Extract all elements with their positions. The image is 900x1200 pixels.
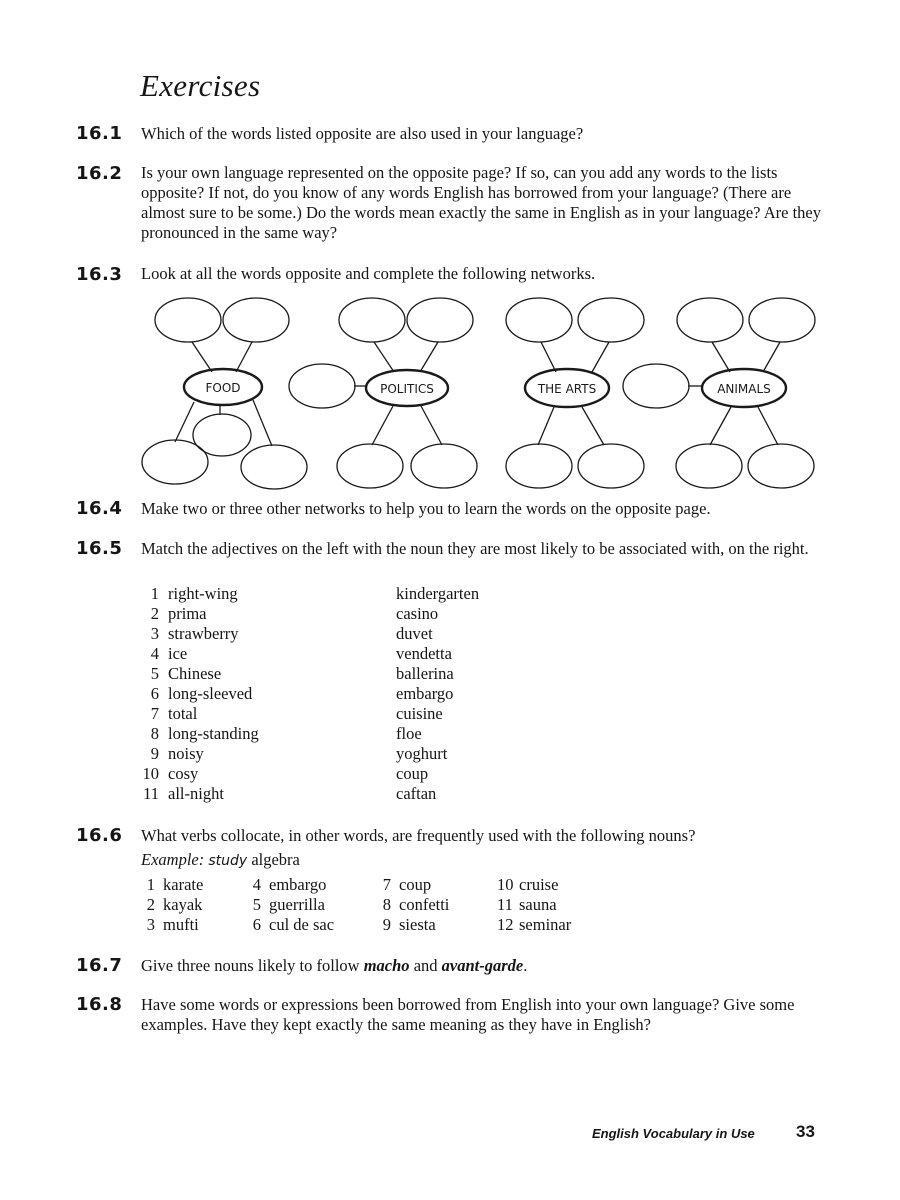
list-item xyxy=(497,895,571,915)
list-item xyxy=(497,875,571,895)
item-number: 3 xyxy=(150,624,159,643)
noun-column xyxy=(247,875,334,935)
list-item xyxy=(141,704,259,724)
adjective: right-wing xyxy=(168,584,238,603)
adjective: long-standing xyxy=(168,724,259,743)
list-item xyxy=(247,875,334,895)
item-number: 2 xyxy=(150,604,159,623)
blank-bubble[interactable] xyxy=(676,444,742,488)
noun: kayak xyxy=(163,895,203,914)
item-number: 12 xyxy=(497,915,514,934)
blank-bubble[interactable] xyxy=(623,364,689,408)
example-label: Example: xyxy=(141,850,205,869)
exercise-number: 16.3 xyxy=(76,264,123,285)
item-number: 10 xyxy=(142,764,159,783)
list-item xyxy=(141,604,259,624)
noun: yoghurt xyxy=(396,744,448,763)
example-noun: algebra xyxy=(251,850,300,869)
list-item xyxy=(141,664,259,684)
item-number: 5 xyxy=(150,664,159,683)
blank-bubble[interactable] xyxy=(677,298,743,342)
list-item xyxy=(247,895,334,915)
example-line xyxy=(141,850,300,870)
page-title: Exercises xyxy=(140,68,261,103)
noun-list xyxy=(396,584,479,804)
adjective-list xyxy=(141,584,259,804)
noun: floe xyxy=(396,724,422,743)
item-number: 7 xyxy=(382,875,391,894)
hub-label-politics: POLITICS xyxy=(380,382,434,396)
blank-bubble[interactable] xyxy=(749,298,815,342)
list-item xyxy=(141,684,259,704)
noun: caftan xyxy=(396,784,437,803)
noun: embargo xyxy=(396,684,454,703)
item-number: 7 xyxy=(150,704,159,723)
exercise-text: Make two or three other networks to help you to learn the words on the opposite page. xyxy=(141,499,711,518)
exercise-text: Which of the words listed opposite are also used in your language? xyxy=(141,124,584,143)
item-number: 9 xyxy=(382,915,391,934)
exercise-text: Look at all the words opposite and complete the following networks. xyxy=(141,264,596,283)
list-item xyxy=(141,895,203,915)
noun: coup xyxy=(399,875,432,894)
blank-bubble[interactable] xyxy=(578,444,644,488)
adjective: total xyxy=(168,704,198,723)
noun: cruise xyxy=(519,875,559,894)
list-item xyxy=(141,744,259,764)
keyword-avant-garde: avant-garde xyxy=(441,956,524,975)
list-item xyxy=(377,895,449,915)
noun: sauna xyxy=(519,895,557,914)
noun: vendetta xyxy=(396,644,452,663)
noun: cuisine xyxy=(396,704,443,723)
exercise-number: 16.5 xyxy=(76,538,123,559)
item-number: 4 xyxy=(150,644,159,663)
blank-bubble[interactable] xyxy=(506,298,572,342)
item-number: 8 xyxy=(382,895,391,914)
exercise-number: 16.4 xyxy=(76,498,123,519)
list-item xyxy=(141,764,259,784)
exercise-number: 16.1 xyxy=(76,123,123,144)
exercise-number: 16.8 xyxy=(76,994,123,1015)
item-number: 6 xyxy=(252,915,261,934)
noun-column xyxy=(141,875,203,935)
list-item xyxy=(141,724,259,744)
item-number: 11 xyxy=(497,895,513,914)
noun: confetti xyxy=(399,895,450,914)
adjective: long-sleeved xyxy=(168,684,253,703)
item-number: 9 xyxy=(150,744,159,763)
noun: mufti xyxy=(163,915,199,934)
blank-bubble[interactable] xyxy=(155,298,221,342)
blank-bubble[interactable] xyxy=(337,444,403,488)
page-number: 33 xyxy=(796,1122,815,1141)
noun: karate xyxy=(163,875,204,894)
exercise-number: 16.6 xyxy=(76,825,123,846)
item-number: 3 xyxy=(146,915,155,934)
noun: cul de sac xyxy=(269,915,335,934)
text-run: Give three nouns likely to follow xyxy=(141,956,364,975)
exercise-text: Is your own language represented on the opposite page? If so, can you add any words to the lists opposite? If not, do you know of any words English has borrowed from your language? (There are almost sure to be some.) Do the words mean exactly the same in English as in your language? Are they pronounced in the same way? xyxy=(141,163,821,242)
exercise-text: Match the adjectives on the left with the noun they are most likely to be associated with, on the right. xyxy=(141,539,809,558)
text-run: . xyxy=(523,956,528,975)
blank-bubble[interactable] xyxy=(506,444,572,488)
noun: siesta xyxy=(399,915,436,934)
noun: duvet xyxy=(396,624,433,643)
item-number: 10 xyxy=(497,875,514,894)
list-item xyxy=(141,584,259,604)
item-number: 8 xyxy=(150,724,159,743)
item-number: 6 xyxy=(150,684,159,703)
noun: embargo xyxy=(269,875,327,894)
list-item xyxy=(497,915,571,935)
item-number: 2 xyxy=(146,895,155,914)
blank-bubble[interactable] xyxy=(407,298,473,342)
hub-label-the-arts: THE ARTS xyxy=(537,382,597,396)
adjective: Chinese xyxy=(168,664,222,683)
adjective: ice xyxy=(168,644,188,663)
item-number: 5 xyxy=(252,895,261,914)
noun: seminar xyxy=(519,915,572,934)
list-item xyxy=(141,624,259,644)
hub-label-animals: ANIMALS xyxy=(717,382,771,396)
exercise-number: 16.7 xyxy=(76,955,123,976)
noun: kindergarten xyxy=(396,584,480,603)
keyword-macho: macho xyxy=(363,956,410,975)
blank-bubble[interactable] xyxy=(748,444,814,488)
adjective: cosy xyxy=(168,764,199,783)
book-title: English Vocabulary in Use xyxy=(592,1126,755,1141)
adjective: all-night xyxy=(168,784,224,803)
list-item xyxy=(141,915,203,935)
list-item xyxy=(141,875,203,895)
noun: casino xyxy=(396,604,439,623)
example-verb: study xyxy=(208,853,248,869)
item-number: 11 xyxy=(143,784,159,803)
adjective: prima xyxy=(168,604,207,623)
list-item xyxy=(377,875,449,895)
blank-bubble[interactable] xyxy=(223,298,289,342)
exercise-text: Have some words or expressions been borrowed from English into your own language? Give some examples. Have they kept exactly the same meaning as they have in English? xyxy=(141,995,795,1034)
adjective: strawberry xyxy=(168,624,239,643)
noun-column xyxy=(497,875,571,935)
noun: ballerina xyxy=(396,664,454,683)
item-number: 1 xyxy=(146,875,155,894)
text-run: and xyxy=(409,956,442,975)
list-item xyxy=(141,784,259,804)
item-number: 1 xyxy=(150,584,159,603)
blank-bubble[interactable] xyxy=(578,298,644,342)
blank-bubble[interactable] xyxy=(142,440,208,484)
hub-label-food: FOOD xyxy=(205,381,241,395)
exercise-text: What verbs collocate, in other words, are frequently used with the following nouns? xyxy=(141,826,696,845)
item-number: 4 xyxy=(252,875,261,894)
noun: guerrilla xyxy=(269,895,325,914)
noun: coup xyxy=(396,764,429,783)
blank-bubble[interactable] xyxy=(339,298,405,342)
blank-bubble[interactable] xyxy=(411,444,477,488)
list-item xyxy=(141,644,259,664)
blank-bubble[interactable] xyxy=(289,364,355,408)
adjective: noisy xyxy=(168,744,204,763)
exercise-text xyxy=(141,956,821,976)
exercise-number: 16.2 xyxy=(76,163,123,184)
list-item xyxy=(377,915,449,935)
blank-bubble[interactable] xyxy=(241,445,307,489)
noun-column xyxy=(377,875,449,935)
list-item xyxy=(247,915,334,935)
